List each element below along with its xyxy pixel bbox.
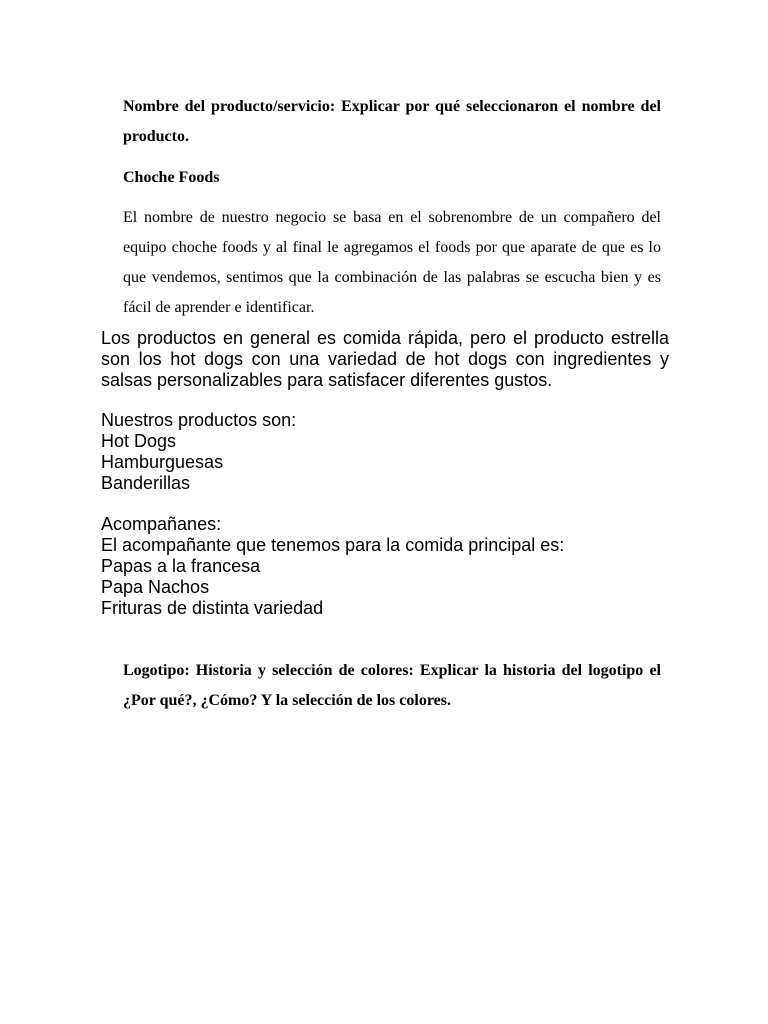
brand-name: Choche Foods	[123, 169, 220, 186]
sides-list-intro: El acompañante que tenemos para la comida principal es:	[101, 535, 565, 555]
list-item: Papas a la francesa	[101, 556, 261, 576]
list-item: Papa Nachos	[101, 577, 210, 597]
products-overview-paragraph: Los productos en general es comida rápida, pero el producto estrella son los hot dogs con una variedad de hot dogs con ingredientes y salsas personalizables para satisfacer diferentes gustos.	[101, 328, 669, 390]
sides-list-title: Acompañanes:	[101, 514, 222, 534]
section-heading-product-name: Nombre del producto/servicio: Explicar por qué seleccionaron el nombre del producto.	[123, 98, 661, 145]
list-item: Hamburguesas	[101, 452, 224, 472]
products-list-title: Nuestros productos son:	[101, 410, 297, 430]
section-heading-logo: Logotipo: Historia y selección de colores: Explicar la historia del logotipo el ¿Por qué?, ¿Cómo? Y la selección de los colores.	[123, 662, 661, 709]
list-item: Banderillas	[101, 473, 191, 493]
name-explanation-paragraph: El nombre de nuestro negocio se basa en el sobrenombre de un compañero del equipo choche foods y al final le agregamos el foods por que aparate de que es lo que vendemos, sentimos que la combinación de las palabras se escucha bien y es fácil de aprender e identificar.	[123, 209, 661, 316]
products-list	[101, 410, 669, 494]
sides-list	[101, 514, 669, 619]
list-item: Hot Dogs	[101, 431, 177, 451]
list-item: Frituras de distinta variedad	[101, 598, 324, 618]
